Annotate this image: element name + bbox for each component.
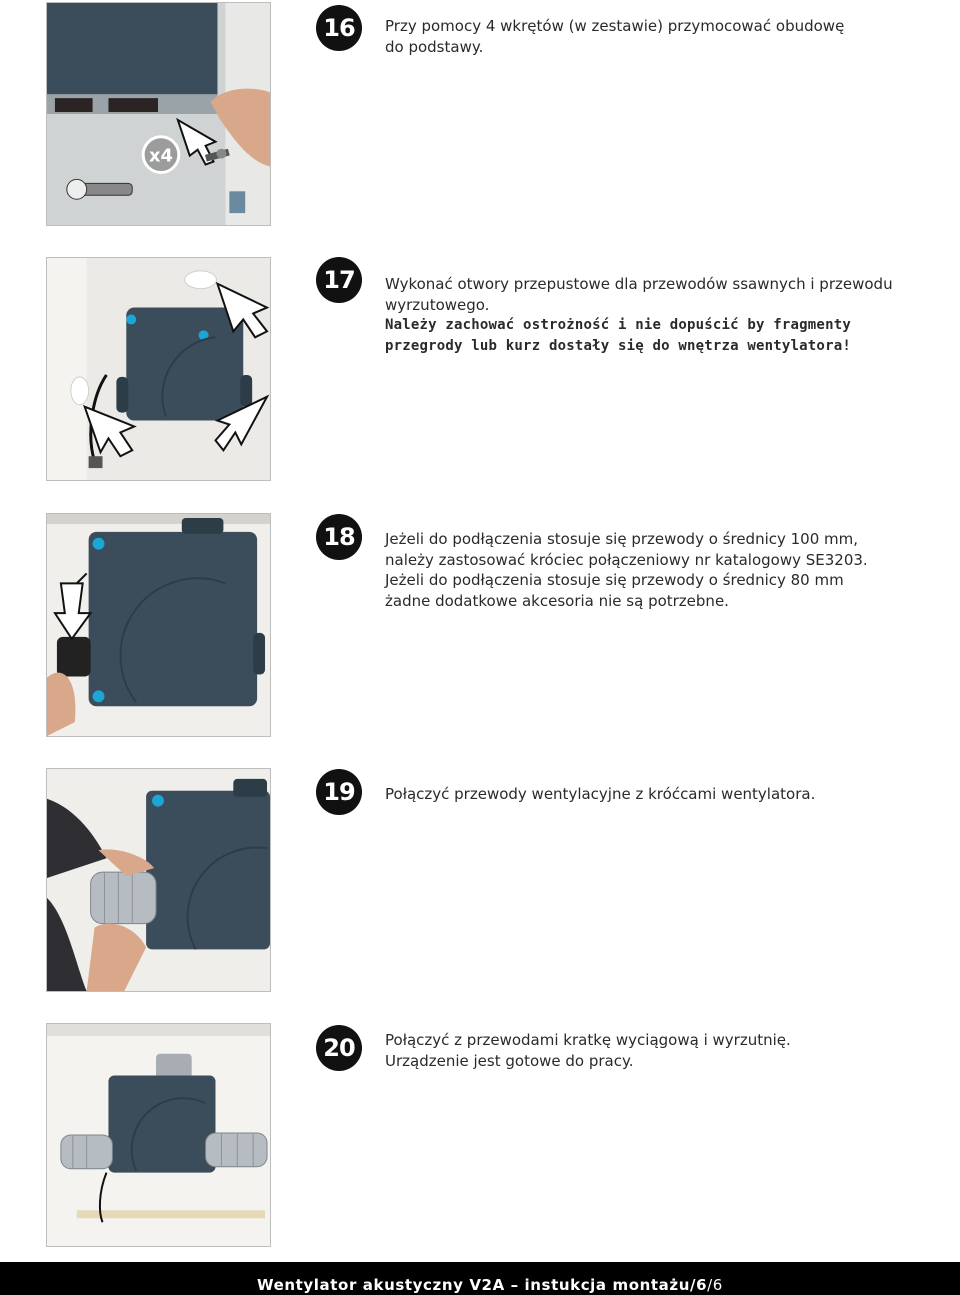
warning-line: Należy zachować ostrożność i nie dopuścić by fragmenty xyxy=(385,317,851,333)
warning-line: przegrody lub kurz dostały się do wnętrza wentylatora! xyxy=(385,337,851,354)
instruction-line: Przy pomocy 4 wkrętów (w zestawie) przymocować obudowę xyxy=(385,17,845,35)
page-number: 6 xyxy=(696,1276,708,1294)
step-20-instructions xyxy=(385,1030,925,1071)
step-number-badge: 16 xyxy=(316,5,362,51)
installed-fan-illustration xyxy=(47,1024,270,1246)
page-total: /6 xyxy=(707,1276,723,1294)
step-20-photo xyxy=(46,1023,271,1247)
instruction-line: Wykonać otwory przepustowe dla przewodów ssawnych i przewodu xyxy=(385,275,893,293)
instruction-line: Urządzenie jest gotowe do pracy. xyxy=(385,1051,634,1070)
footer-title-text: Wentylator akustyczny V2A – instukcja montażu/ xyxy=(257,1276,697,1294)
duct-connection-illustration xyxy=(47,769,270,991)
step-18-photo xyxy=(46,513,271,737)
footer-title xyxy=(257,1276,723,1294)
step-number-badge: 19 xyxy=(316,769,362,815)
step-16-photo xyxy=(46,2,271,226)
fan-drilling-illustration xyxy=(47,258,270,480)
step-18-instructions xyxy=(385,529,925,611)
instruction-line: żadne dodatkowe akcesoria nie są potrzebne. xyxy=(385,591,729,610)
instruction-line: Połączyć z przewodami kratkę wyciągową i wyrzutnię. xyxy=(385,1031,791,1049)
x4-label: x4 xyxy=(149,145,173,167)
instruction-line: Jeżeli do podłączenia stosuje się przewody o średnicy 80 mm xyxy=(385,571,844,589)
instruction-line: wyrzutowego. xyxy=(385,295,490,314)
instruction-line: do podstawy. xyxy=(385,37,484,56)
step-17-instructions xyxy=(385,274,925,356)
fan-connector-illustration xyxy=(47,514,270,736)
instruction-line: Jeżeli do podłączenia stosuje się przewody o średnicy 100 mm, xyxy=(385,530,859,548)
page-footer xyxy=(0,1262,960,1295)
step-19-photo xyxy=(46,768,271,992)
step-number-badge: 20 xyxy=(316,1025,362,1071)
instruction-line: Połączyć przewody wentylacyjne z króćcami wentylatora. xyxy=(385,785,816,803)
fan-mount-illustration xyxy=(47,3,270,225)
instruction-line: należy zastosować króciec połączeniowy nr katalogowy SE3203. xyxy=(385,550,868,569)
step-16-instructions xyxy=(385,16,925,57)
step-number-badge: 18 xyxy=(316,514,362,560)
step-17-photo xyxy=(46,257,271,481)
step-number-badge: 17 xyxy=(316,257,362,303)
step-19-instructions xyxy=(385,784,925,805)
